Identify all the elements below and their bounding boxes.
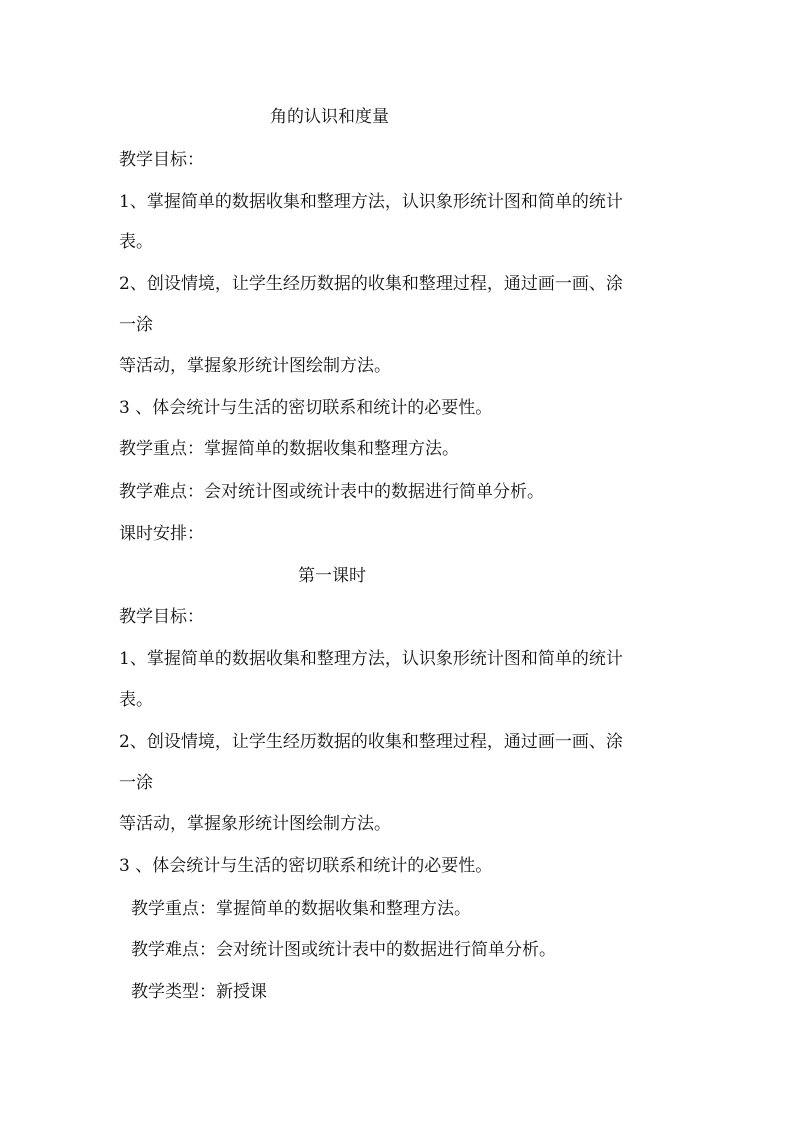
- lesson-title: 第一课时: [298, 566, 366, 586]
- lesson-objective-line-4: 一涂: [119, 773, 153, 793]
- schedule-heading: 课时安排：: [119, 524, 204, 544]
- lesson-objective-line-2: 表。: [119, 690, 153, 710]
- unit-objective-line-2: 表。: [119, 232, 153, 252]
- unit-objective-line-6: 3 、体会统计与生活的密切联系和统计的必要性。: [119, 398, 493, 418]
- lesson-type: 教学类型：新授课: [131, 982, 267, 1002]
- document-title: 角的认识和度量: [270, 107, 389, 127]
- lesson-objective-line-6: 3 、体会统计与生活的密切联系和统计的必要性。: [119, 856, 493, 876]
- unit-objectives-heading: 教学目标：: [119, 150, 204, 170]
- lesson-objective-line-3: 2、创设情境，让学生经历数据的收集和整理过程，通过画一画、涂: [119, 732, 623, 752]
- unit-difficult-point: 教学难点：会对统计图或统计表中的数据进行简单分析。: [119, 482, 544, 502]
- unit-key-point: 教学重点：掌握简单的数据收集和整理方法。: [119, 439, 459, 459]
- lesson-objectives-heading: 教学目标：: [119, 607, 204, 627]
- unit-objective-line-5: 等活动，掌握象形统计图绘制方法。: [119, 356, 391, 376]
- unit-objective-line-1: 1、掌握简单的数据收集和整理方法，认识象形统计图和简单的统计: [119, 192, 623, 212]
- lesson-key-point: 教学重点：掌握简单的数据收集和整理方法。: [131, 899, 471, 919]
- unit-objective-line-4: 一涂: [119, 315, 153, 335]
- lesson-objective-line-5: 等活动，掌握象形统计图绘制方法。: [119, 814, 391, 834]
- unit-objective-line-3: 2、创设情境，让学生经历数据的收集和整理过程，通过画一画、涂: [119, 274, 623, 294]
- lesson-difficult-point: 教学难点：会对统计图或统计表中的数据进行简单分析。: [131, 940, 556, 960]
- lesson-objective-line-1: 1、掌握简单的数据收集和整理方法，认识象形统计图和简单的统计: [119, 649, 623, 669]
